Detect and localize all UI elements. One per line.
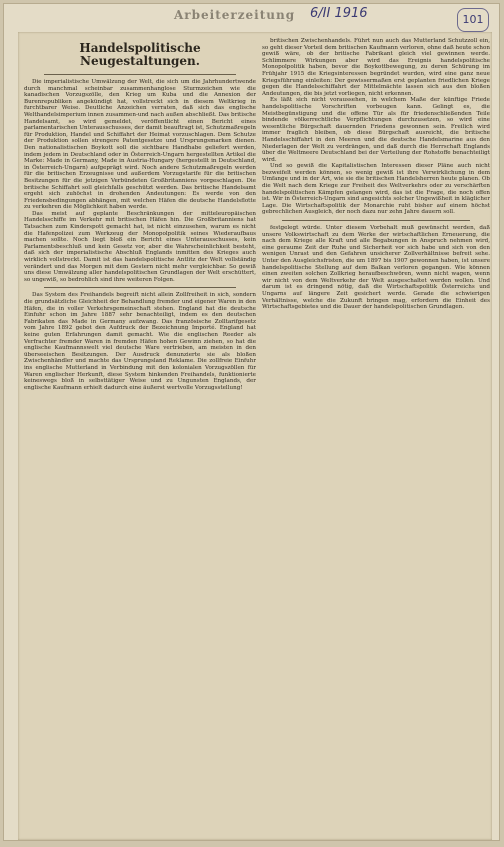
right-paragraph: Und so gewiß die Kapitalistischen Interessen dieser Pläne auch nicht bezweifelt werden können, so wenig gewiß ist ihre Verwirklichung in dem Umfange und in der Art, wie sie die britischen Handelsherren heute planen. Ob die Welt nach dem Kriege zur Freiheit des Weltverkehrs oder zu verschärften handelspolitischen Kämpfen gelangen wird, das ist die Frage, die noch offen ist. Wir in Österreich-Ungarn sind angesichts solcher Ungewißheit in kläglicher Lage. Die Wirtschaftspolitik der Monarchie ruht bisher auf einem höchst gebrechlichen Ausgleich, der noch dazu nur zehn Jahre dauern soll. xyxy=(262,163,490,216)
left-paragraph: Die imperialistische Umwälzung der Welt, die sich um die Jahrhundertwende durch manchmal scheinbar zusammenhanglose Sturmzeichen wie die kanadischen Vorzugszölle, den Krieg um Kuba und die Annexion der Burenrepubliken angekündigt hat, vollstreckt sich in diesem Weltkrieg in furchtbarer Weise. Deutliche Anzeichen verraten, daß sich das englische Welthandelsimperium innen zusammen-und nach außen abschließt. Das britische Handelsamt, so wird gemeldet, veröffentlicht einen Bericht eines parlamentarischen Unterausschusses, der damit beauftragt ist, Schutzmaßregeln für Produktion, Handel und Schiffahrt der Heimat vorzuschlagen. Dem Schutze der Produktion sollen strengere Patentgesetze und Ursprungsmarken dienen. Den nationalistischen Boykott soll die sichtbare Handhabe geliefert werden, indem jedem in Deutschland oder in Österreich-Ungarn hergestellten Artikel die Marke: Made in Germany, Made in Austria-Hungary (hergestellt in Deutschland, in Österreich-Ungarn) aufgeprägt wird. Noch andere Schutzmaßregeln werden für die britischen Erzeugnisse und außerdem Vorzugstarife für die britischen Besitzungen für die jetzigen Verbündeten Großbritanniens vorgeschlagen. Die britische Schiffahrt soll gleichfalls geschützt werden. Das britische Handelsamt ergeht sich zuhöchst in drohenden Andeutungen: Es werde von den Friedensbedingungen abhängen, mit welchen Häfen die deutsche Handelsflotte zu verkehren die Möglichkeit haben werde. xyxy=(24,79,256,211)
article-headline: Handelspolitische Neugestaltungen. xyxy=(79,41,201,68)
section-divider xyxy=(44,287,236,288)
right-paragraph: britischen Zwischenhandels. Führt nun auch das Mutterland Schutzzoll ein, so geht dieser Vorteil dem britischen Kaufmann verloren, ohne daß heute schon gewiß wäre, ob der britische Fabrikant gleich viel gewinnen werde. Schlimmere Wirkungen aber wird das Ereignis handelspolitische Monopolpolitik haben, bevor die Boykottbewegung, zu deren Schürung im Frühjahr 1915 die Kriegsinteressen begründet wurden, wird eine ganz neue Kriegsführung einleiten: Der gewissermaßen erst geplanten friedlichen Kriege gegen die Handelsschiffahrt der Mittelmächte lassen sich aus den bloßen Andeutungen, die bis jetzt vorliegen, nicht erkennen. xyxy=(262,38,490,97)
right-paragraph: Es läßt sich nicht voraussehen, in welchem Maße der künftige Friede handelspolitische Vorschriften vorbeugen kann. Gelingt es, die Meistbegünstigung und die offene Tür als für friedenschließenden Teile bindende völkerrechtliche Verpflichtungen durchzusetzen, so wird eine wesentliche Bürgschaft dauernden Friedens gewonnen sein. Freilich wird immer fraglich bleiben, ob diese Bürgschaft ausreicht, die britische Handelsschiffahrt in den Meeren und die deutsche Handelsmarine aus den Niederlagen der Welt zu verdrängen, und daß durch die Herrschaft Englands über die Weltmeere Deutschland bei der Verteilung der Rohstoffe benachteiligt wird. xyxy=(262,97,490,163)
newspaper-clipping xyxy=(18,32,492,840)
left-column xyxy=(24,38,256,834)
handwritten-date: 6/II 1916 xyxy=(310,6,368,21)
left-paragraph: Das meist auf geplante Beschränkungen der mitteleuropäischen Handelsschiffe im Verkehr mit britischen Häfen hin. Die Großbritanniens hat Tatsachen zum Kinderspott gemacht hat, ist nicht einzusehen, warum es nicht die Hafenpolizei zum Werkzeug der Monopolpolitik seines Wiederaufbaus machen sollte. Noch liegt bloß ein Bericht eines Unterausschusses, kein Parlamentsbeschluß und kein Gesetz vor, aber die Wahrscheinlichkeit besteht, daß sich der imperialistische Abschluß Englands inmitten des Krieges auch wirklich vollstreckt. Damit ist das handelspolitische Antlitz der Welt vollständig verändert und das Morgen mit dem Gestern nicht mehr vergleichbar. So gewiß uns diese Umwälzung aller handelspolitischen Grundlagen der Welt erschüttert, so ungewiß, so bedrohlich sind ihre weiteren Folgen. xyxy=(24,210,256,283)
left-section-paragraph: Das System des Freihandels begreift nicht allein Zollfreiheit in sich, sondern die grundsätzliche Gleichheit der Behandlung fremder und eigener Waren in den Häfen, die in voller Verkehrsgemeinschaft stehen. England hat die deutsche Einfuhr schon im Jahre 1887 sehr benachteiligt, indem es den deutschen Fabrikaten das Made in Germany aufzwang. Das französische Zolltarifgesetz vom Jahre 1892 gebot den Aufdruck der Bezeichnung Importé. England hat keine guten Erfahrungen damit gemacht. Wie die englischen Reeder als Verfrachter fremder Waren in fremden Häfen hohen Gewinn ziehen, so hat die englische Kaufmannswelt viel deutsche Ware vertrieben, am meisten in den überseeischen Besitzungen. Der Ausdruck denunzierte sie als bloßen Zwischenhändler und machte das Ursprungsland Reklame. Die zollfreie Einfuhr ins englische Mutterland in Verbindung mit den kolonialen Vorzugszöllen für Waren englischer Herkunft, diese System hinkenden Freihandels, funktionierte keineswegs bloß in selbsttätiger Weise und zu Ungunsten Englands, der englische Kaufmann erhielt dadurch eine äußerst wertvolle Vorzugsstellung! xyxy=(24,292,256,391)
headline-divider xyxy=(44,74,236,75)
section-divider xyxy=(282,220,470,221)
newspaper-masthead: Arbeiterzeitung xyxy=(174,8,296,22)
clipping-sheet xyxy=(3,3,500,841)
right-section-paragraph: festgelegt würde. Unter diesem Vorbehalt muß gewünscht werden, daß unsere Volkswirtschaft zu dem Werke der wirtschaftlichen Erneuerung, die nach dem Kriege alle Kraft und alle Begabungen in Anspruch nehmen wird, eine geraume Zeit der Ruhe und Sicherheit vor sich habe und sich von den wenigen Unrast und den Gefahren unsicherer Zollverhältnisse befreit sehe. Unter den Ausgleichsfristen, die um 1897 bis 1907 gewonnen haben, ist unsere handelspolitische Stellung auf dem Balkan verloren gegangen. Wie können einen zweiten solchen Zollkrieg heraufbeschwören, wenn nicht wagen, wenn wir nicht von dem Weltverkehr der Welt ausgeschaltet werden wollen. Und darum ist es dringend nötig, daß die Wirtschaftspolitik Österreichs und Ungarns auf längere Zeit gesichert werde. Gerade die schwierigen Verhältnisse, welche die Zukunft bringen mag, erfordern die Einheit des Wirtschaftsgebietes und die Dauer der handelspolitischen Grundlagen. xyxy=(262,225,490,311)
handwritten-archive-number: 101 xyxy=(457,8,489,32)
right-column xyxy=(262,38,490,834)
